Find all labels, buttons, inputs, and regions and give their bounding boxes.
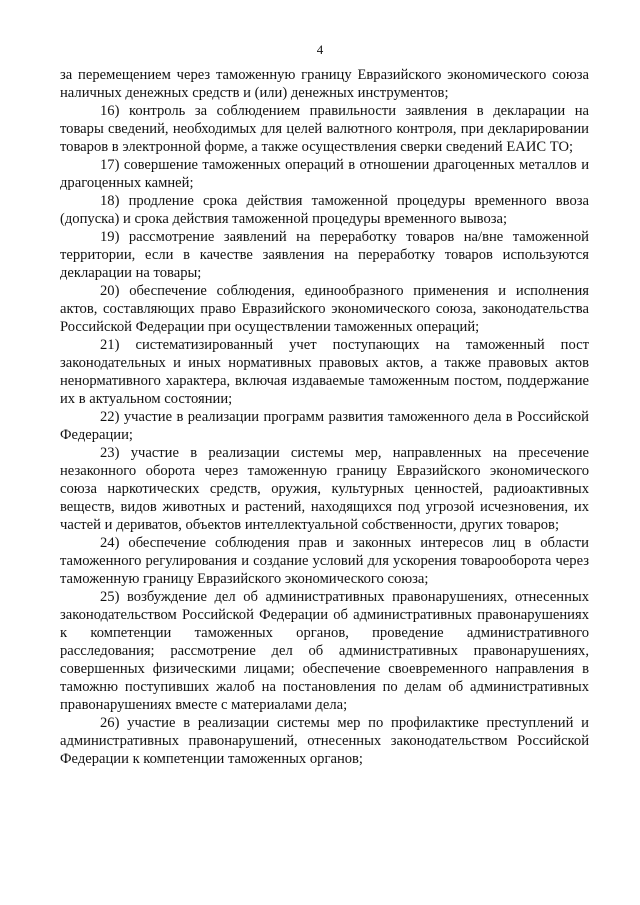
list-item-22: 22) участие в реализации программ развития таможенного дела в Российской Федерации; bbox=[60, 409, 589, 443]
list-item-24: 24) обеспечение соблюдения прав и законных интересов лиц в области таможенного регулирования и создание условий для ускорения товарооборота через таможенную границу Евразийского экономического союза; bbox=[60, 535, 589, 587]
list-item-26: 26) участие в реализации системы мер по профилактике преступлений и административных правонарушений, отнесенных законодательством Российской Федерации к компетенции таможенных органов; bbox=[60, 715, 589, 767]
page-number: 4 bbox=[316, 42, 324, 57]
list-item-21: 21) систематизированный учет поступающих на таможенный пост законодательных и иных нормативных правовых актов, а также правовых актов ненормативного характера, включая издаваемые таможенным постом, поддержание их в актуальном состоянии; bbox=[60, 337, 589, 407]
paragraph-continuation: за перемещением через таможенную границу Евразийского экономического союза наличных денежных средств и (или) денежных инструментов; bbox=[60, 67, 589, 101]
list-item-18: 18) продление срока действия таможенной процедуры временного ввоза (допуска) и срока действия таможенной процедуры временного вывоза; bbox=[60, 193, 589, 227]
document-body bbox=[60, 66, 589, 768]
list-item-17: 17) совершение таможенных операций в отношении драгоценных металлов и драгоценных камней; bbox=[60, 157, 589, 191]
list-item-20: 20) обеспечение соблюдения, единообразного применения и исполнения актов, составляющих право Евразийского экономического союза, законодательства Российской Федерации при осуществлении таможенных операций; bbox=[60, 283, 589, 335]
list-item-19: 19) рассмотрение заявлений на переработку товаров на/вне таможенной территории, если в качестве заявления на переработку товаров используются декларации на товары; bbox=[60, 229, 589, 281]
list-item-16: 16) контроль за соблюдением правильности заявления в декларации на товары сведений, необходимых для целей валютного контроля, при декларировании товаров в электронной форме, а также осуществления сверки сведений ЕАИС ТО; bbox=[60, 103, 589, 155]
list-item-25: 25) возбуждение дел об административных правонарушениях, отнесенных законодательством Российской Федерации об административных правонарушениях к компетенции таможенных органов, проведение административного расследования; рассмотрение дел об административных правонарушениях, совершенных физическими лицами; обеспечение своевременного направления в таможню поступивших жалоб на постановления по делам об административных правонарушениях вместе с материалами дела; bbox=[60, 589, 589, 713]
list-item-23: 23) участие в реализации системы мер, направленных на пресечение незаконного оборота через таможенную границу Евразийского экономического союза наркотических средств, оружия, культурных ценностей, радиоактивных веществ, видов животных и растений, находящихся под угрозой исчезновения, их частей и дериватов, объектов интеллектуальной собственности, других товаров; bbox=[60, 445, 589, 533]
